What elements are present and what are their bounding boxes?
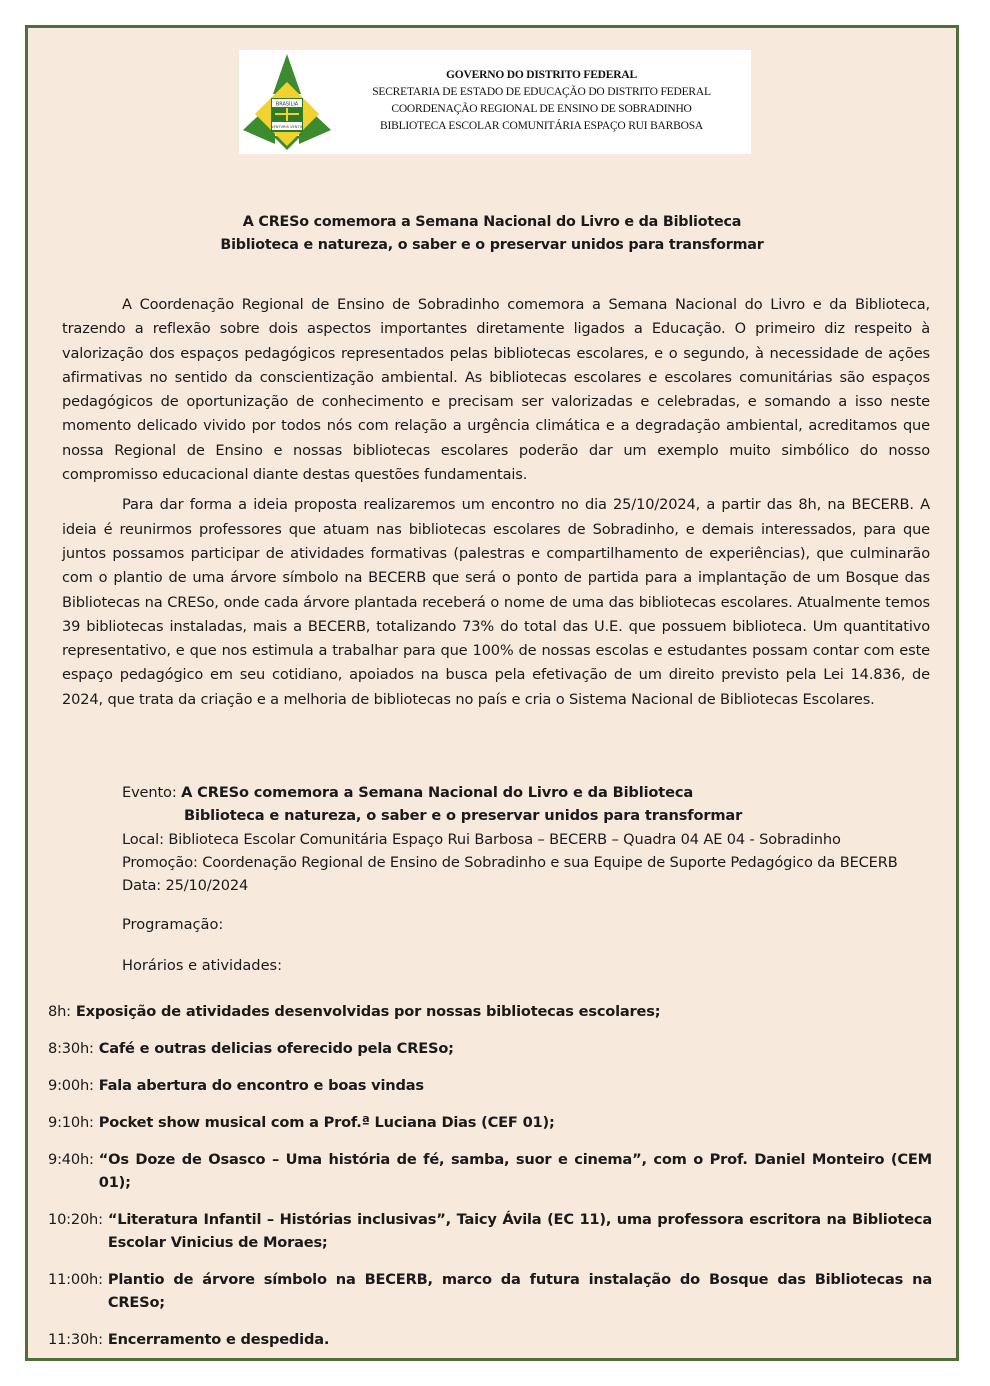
schedule-item — [48, 1268, 932, 1314]
schedule-item — [48, 1037, 932, 1060]
schedule-item — [48, 1000, 932, 1023]
schedule-time: 8:30h: — [48, 1040, 94, 1057]
schedule-time: 10:20h: — [48, 1211, 103, 1228]
event-label: Evento: — [122, 784, 182, 801]
event-name-line-1 — [122, 781, 942, 804]
event-name-line-2: Biblioteca e natureza, o saber e o preservar unidos para transformar — [184, 807, 743, 825]
brasilia-coat-of-arms-icon — [241, 52, 333, 150]
logo-text-bottom: VENTVRIS VENTIS — [270, 125, 304, 129]
schedule-activity: Encerramento e despedida. — [107, 1331, 330, 1348]
programacao-label: Programação: — [122, 916, 224, 933]
header-line-1: GOVERNO DO DISTRITO FEDERAL — [446, 69, 637, 81]
header-line-3: COORDENAÇÃO REGIONAL DE ENSINO DE SOBRADINHO — [391, 103, 692, 115]
logo-text-top: BRASÍLIA — [275, 101, 299, 108]
title-line-1: A CRESo comemora a Semana Nacional do Livro e da Biblioteca — [242, 214, 742, 230]
schedule-activity: Plantio de árvore símbolo na BECERB, marco da futura instalação do Bosque das Bibliotecas na CRESo; — [107, 1271, 932, 1311]
letterhead — [239, 50, 751, 154]
schedule-time: 11:30h: — [48, 1331, 103, 1348]
schedule-time: 9:00h: — [48, 1077, 94, 1094]
header-line-2: SECRETARIA DE ESTADO DE EDUCAÇÃO DO DISTRITO FEDERAL — [372, 86, 711, 98]
letterhead-text — [339, 67, 744, 135]
schedule-time: 11:00h: — [48, 1271, 103, 1288]
title-line-2: Biblioteca e natureza, o saber e o preservar unidos para transformar — [220, 237, 764, 253]
schedule-activity: Fala abertura do encontro e boas vindas — [98, 1077, 424, 1094]
body-text — [62, 293, 930, 718]
event-local: Local: Biblioteca Escolar Comunitária Espaço Rui Barbosa – BECERB – Quadra 04 AE 04 - Sobradinho — [122, 830, 841, 848]
schedule-activity: Exposição de atividades desenvolvidas por nossas bibliotecas escolares; — [75, 1003, 661, 1020]
schedule-activity: “Literatura Infantil – Histórias inclusivas”, Taicy Ávila (EC 11), uma professora escritora na Biblioteca Escolar Vinicius de Moraes; — [107, 1211, 932, 1251]
paragraph-1: A Coordenação Regional de Ensino de Sobradinho comemora a Semana Nacional do Livro e da Biblioteca, trazendo a reflexão sobre dois aspectos importantes diretamente ligados a Educação. O primeiro diz respeito à valorização dos espaços pedagógicos representados pelas bibliotecas escolares, e o segundo, à necessidade de ações afirmativas no sentido da conscientização ambiental. As bibliotecas escolares e escolares comunitárias são espaços pedagógicos de oportunização de conhecimento e precisam ser valorizadas e celebradas, e somando a isso neste momento delicado vivido por todos nós com relação a urgência climática e a degradação ambiental, acreditamos que nossa Regional de Ensino e nossas bibliotecas escolares poderão dar um exemplo muito simbólico do nosso compromisso educacional diante destas questões fundamentais. — [62, 296, 930, 484]
schedule-list — [48, 1000, 932, 1365]
schedule-item — [48, 1208, 932, 1254]
schedule-time: 9:40h: — [48, 1151, 94, 1168]
event-details — [122, 781, 942, 897]
schedule-time: 9:10h: — [48, 1114, 94, 1131]
schedule-item — [48, 1328, 932, 1351]
document-title — [28, 211, 956, 257]
schedule-activity: Pocket show musical com a Prof.ª Luciana Dias (CEF 01); — [98, 1114, 555, 1131]
header-line-4: BIBLIOTECA ESCOLAR COMUNITÁRIA ESPAÇO RUI BARBOSA — [380, 120, 703, 132]
schedule-item — [48, 1148, 932, 1194]
schedule-activity: Café e outras delicias oferecido pela CRESo; — [98, 1040, 454, 1057]
schedule-activity: “Os Doze de Osasco – Uma história de fé, samba, suor e cinema”, com o Prof. Daniel Monteiro (CEM 01); — [98, 1151, 932, 1191]
horarios-label: Horários e atividades: — [122, 957, 283, 974]
schedule-time: 8h: — [48, 1003, 71, 1020]
schedule-item — [48, 1111, 932, 1134]
event-promocao: Promoção: Coordenação Regional de Ensino de Sobradinho e sua Equipe de Suporte Pedagógico da BECERB — [122, 853, 898, 871]
schedule-item — [48, 1074, 932, 1097]
paragraph-2: Para dar forma a ideia proposta realizaremos um encontro no dia 25/10/2024, a partir das 8h, na BECERB. A ideia é reunirmos professores que atuam nas bibliotecas escolares de Sobradinho, e demais interessados, para que juntos possamos participar de atividades formativas (palestras e compartilhamento de experiências), que culminarão com o plantio de uma árvore símbolo na BECERB que será o ponto de partida para a implantação de um Bosque das Bibliotecas na CRESo, onde cada árvore plantada receberá o nome de uma das bibliotecas escolares. Atualmente temos 39 bibliotecas instaladas, mais a BECERB, totalizando 73% do total das U.E. que possuem biblioteca. Um quantitativo representativo, e que nos estimula a trabalhar para que 100% de nossas escolas e estudantes possam contar com este espaço pedagógico em seu cotidiano, apoiados na busca pela efetivação de um direito previsto pela Lei 14.836, de 2024, que trata da criação e a melhoria de bibliotecas no país e cria o Sistema Nacional de Bibliotecas Escolares. — [62, 496, 930, 708]
event-date: Data: 25/10/2024 — [122, 877, 249, 895]
page-frame — [25, 25, 959, 1361]
event-name: A CRESo comemora a Semana Nacional do Livro e da Biblioteca — [181, 784, 694, 801]
